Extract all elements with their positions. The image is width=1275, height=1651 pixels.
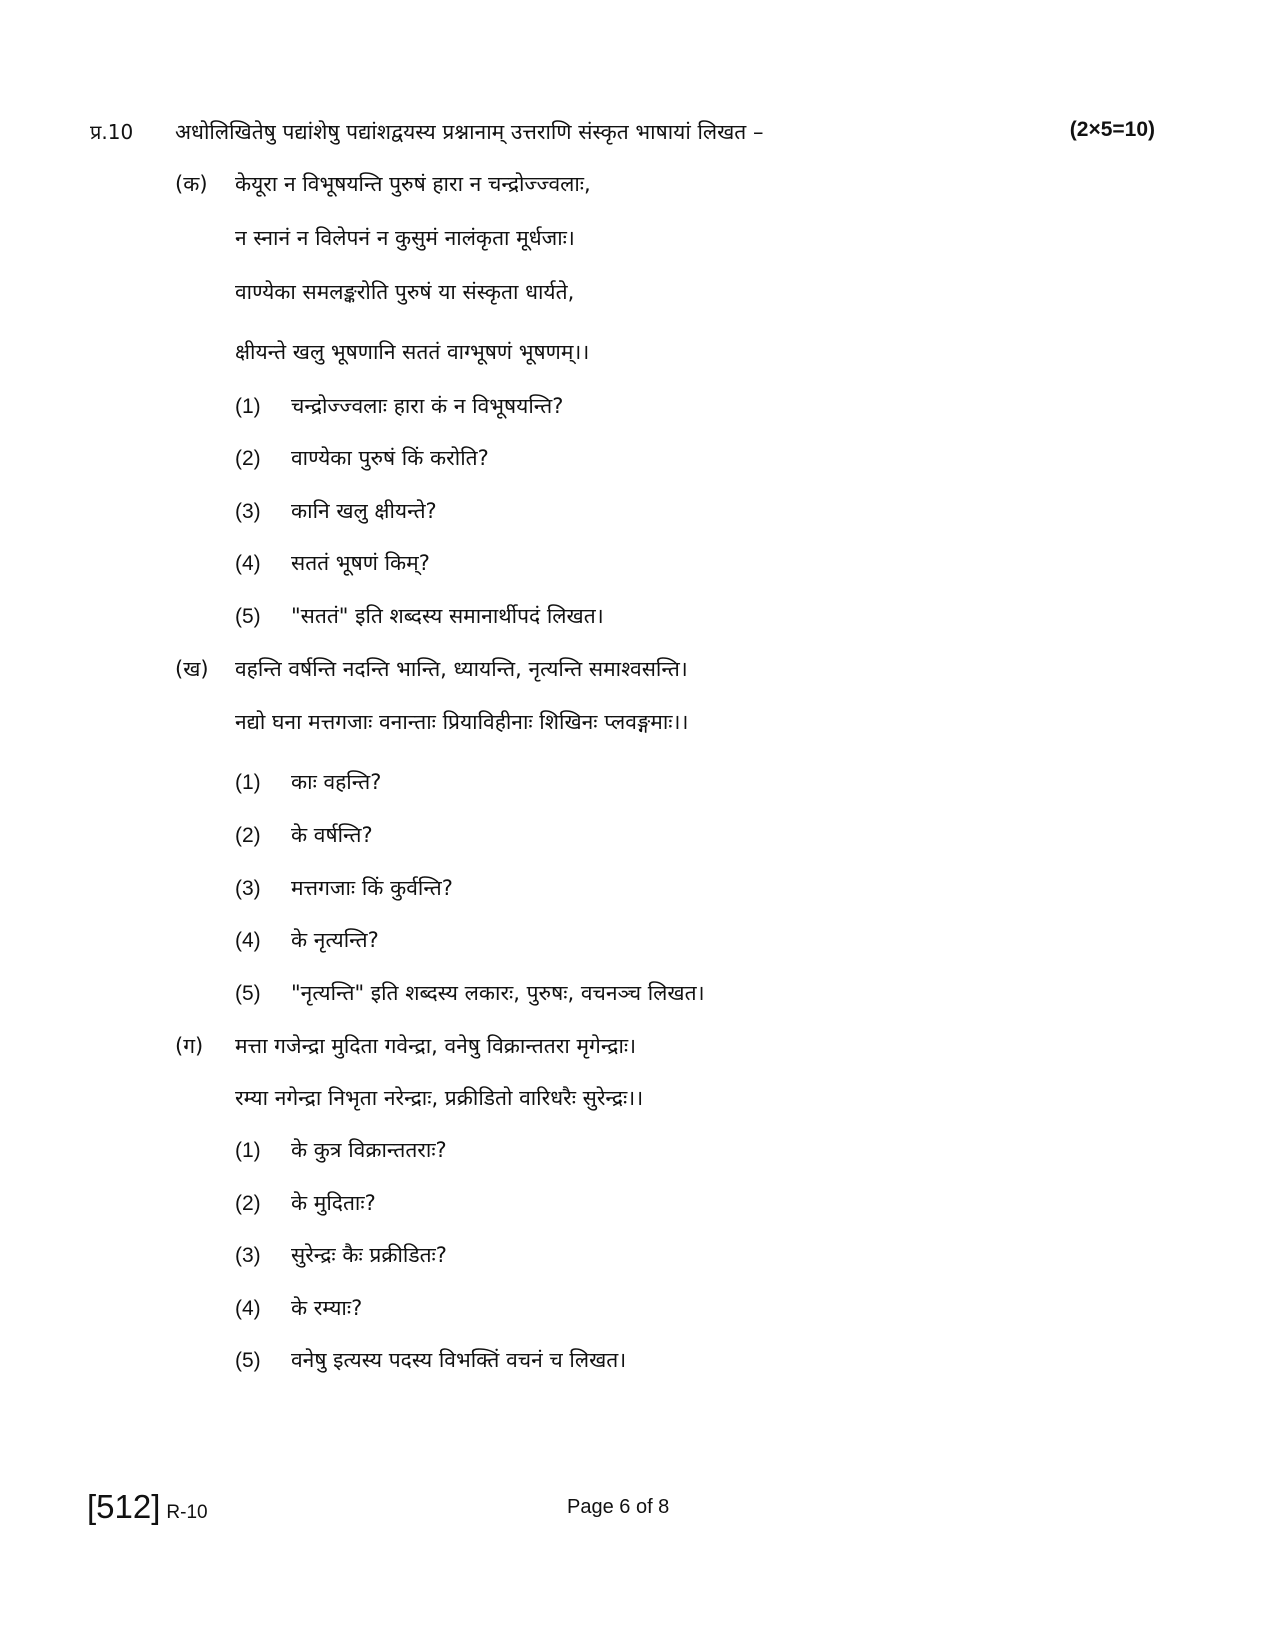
sub-question xyxy=(235,549,430,577)
sub-question-number: (2) xyxy=(235,1192,261,1215)
section-label: (ख) xyxy=(175,657,209,681)
sub-question-text: वाण्येका पुरुषं किं करोति? xyxy=(291,446,489,470)
sub-question xyxy=(235,874,453,902)
sub-question xyxy=(235,926,379,954)
sub-question xyxy=(235,602,604,630)
sub-question xyxy=(235,444,489,472)
sub-question xyxy=(235,1189,376,1217)
sub-question-text: कानि खलु क्षीयन्ते? xyxy=(291,499,437,523)
sub-question-text: वनेषु इत्यस्य पदस्य विभक्तिं वचनं च लिखत। xyxy=(291,1348,627,1372)
sub-question-number: (4) xyxy=(235,929,261,952)
sub-question-text: चन्द्रोज्ज्वलाः हारा कं न विभूषयन्ति? xyxy=(291,394,564,418)
sub-question-text: के रम्याः? xyxy=(291,1296,363,1320)
question-number: प्र.10 xyxy=(90,120,134,144)
section-label: (ग) xyxy=(175,1034,204,1058)
sub-question-text: सुरेन्द्रः कैः प्रक्रीडितः? xyxy=(291,1243,447,1267)
sub-question xyxy=(235,979,705,1007)
verse-line: वहन्ति वर्षन्ति नदन्ति भान्ति, ध्यायन्ति, नृत्यन्ति समाश्वसन्ति। xyxy=(235,657,688,681)
sub-question-text: के नृत्यन्ति? xyxy=(291,928,379,952)
sub-question-number: (3) xyxy=(235,877,261,900)
sub-question xyxy=(235,821,373,849)
sub-question-number: (5) xyxy=(235,982,261,1005)
sub-question-number: (1) xyxy=(235,771,261,794)
sub-question-text: "नृत्यन्ति" इति शब्दस्य लकारः, पुरुषः, वचनञ्च लिखत। xyxy=(291,981,705,1005)
sub-question-text: "सततं" इति शब्दस्य समानार्थीपदं लिखत। xyxy=(291,604,604,628)
question-header xyxy=(90,118,1155,154)
sub-question xyxy=(235,1241,447,1269)
sub-question xyxy=(235,497,437,525)
sub-question-number: (5) xyxy=(235,605,261,628)
verse-line: वाण्येका समलङ्करोति पुरुषं या संस्कृता धार्यते, xyxy=(235,280,575,304)
sub-question-number: (1) xyxy=(235,1139,261,1162)
sub-question-text: के वर्षन्ति? xyxy=(291,823,373,847)
verse-line: न स्नानं न विलेपनं न कुसुमं नालंकृता मूर्धजाः। xyxy=(235,226,575,250)
verse-line: क्षीयन्ते खलु भूषणानि सततं वाग्भूषणं भूषणम्।। xyxy=(235,340,590,364)
question-marks: (2×5=10) xyxy=(1069,118,1155,141)
sub-question xyxy=(235,1294,362,1322)
sub-question xyxy=(235,768,381,796)
paper-series: R-10 xyxy=(166,1502,208,1523)
question-instruction: अधोलिखितेषु पद्यांशेषु पद्यांशद्वयस्य प्रश्नानाम् उत्तराणि संस्कृत भाषायां लिखत – xyxy=(175,120,764,144)
sub-question-number: (5) xyxy=(235,1349,261,1372)
sub-question-number: (2) xyxy=(235,824,261,847)
sub-question-number: (1) xyxy=(235,395,261,418)
sub-question-text: काः वहन्ति? xyxy=(291,770,382,794)
page-number: Page 6 of 8 xyxy=(567,1496,670,1518)
verse-line: केयूरा न विभूषयन्ति पुरुषं हारा न चन्द्रोज्ज्वलाः, xyxy=(235,172,591,196)
sub-question-text: सततं भूषणं किम्? xyxy=(291,551,430,575)
verse-line: रम्या नगेन्द्रा निभृता नरेन्द्राः, प्रक्रीडितो वारिधरैः सुरेन्द्रः।। xyxy=(235,1086,644,1110)
sub-question-text: मत्तगजाः किं कुर्वन्ति? xyxy=(291,876,453,900)
paper-code-number: [512] xyxy=(87,1488,161,1525)
sub-question-number: (4) xyxy=(235,552,261,575)
sub-question-number: (2) xyxy=(235,447,261,470)
verse-line: मत्ता गजेन्द्रा मुदिता गवेन्द्रा, वनेषु विक्रान्ततरा मृगेन्द्राः। xyxy=(235,1034,637,1058)
sub-question-text: के कुत्र विक्रान्ततराः? xyxy=(291,1138,447,1162)
sub-question-number: (4) xyxy=(235,1297,261,1320)
paper-code xyxy=(87,1488,208,1526)
sub-question xyxy=(235,1346,626,1374)
sub-question xyxy=(235,392,563,420)
verse-line: नद्यो घना मत्तगजाः वनान्ताः प्रियाविहीनाः शिखिनः प्लवङ्गमाः।। xyxy=(235,710,689,734)
sub-question-text: के मुदिताः? xyxy=(291,1191,376,1215)
sub-question-number: (3) xyxy=(235,500,261,523)
sub-question xyxy=(235,1136,447,1164)
sub-question-number: (3) xyxy=(235,1244,261,1267)
section-label: (क) xyxy=(175,172,208,196)
